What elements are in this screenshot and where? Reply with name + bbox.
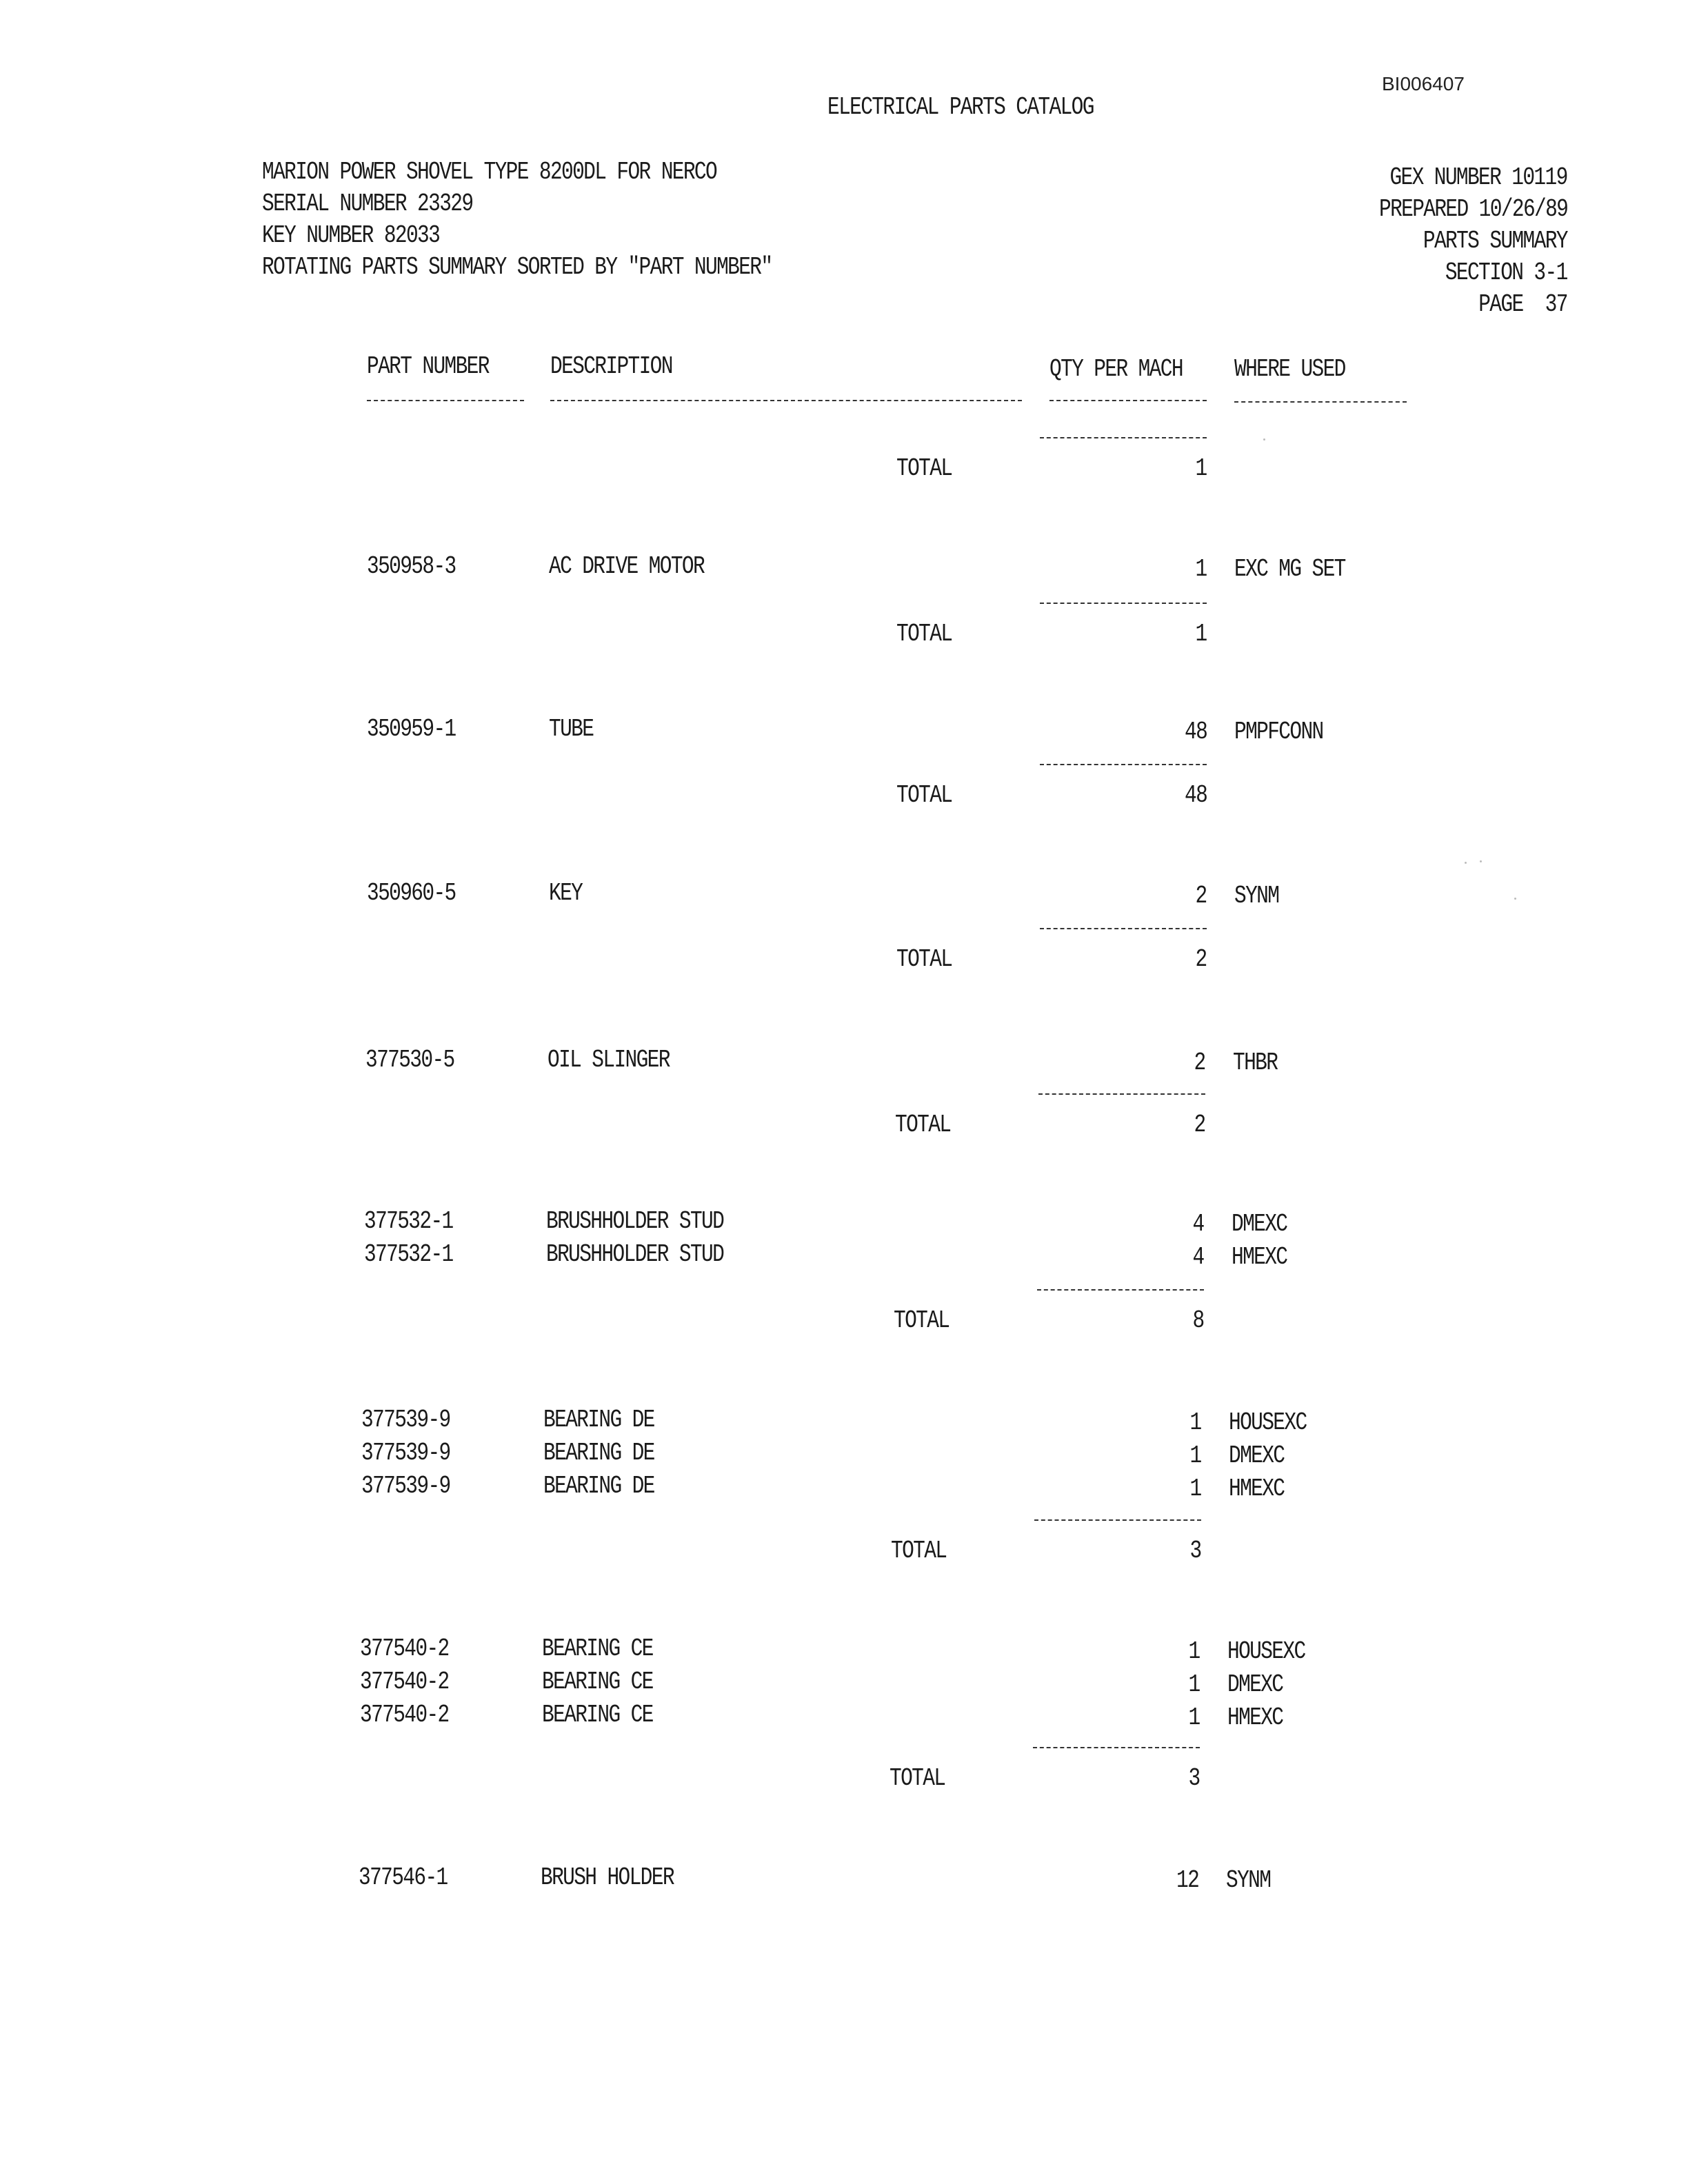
column-underline [1234,401,1407,403]
header-machine: MARION POWER SHOVEL TYPE 8200DL FOR NERCO [262,158,717,186]
qty-per-mach: 12 [1176,1866,1198,1894]
part-number: 377540-2 [360,1701,449,1729]
header-page: PAGE 37 [1478,290,1567,318]
part-number: 377539-9 [361,1439,450,1467]
header-serial: SERIAL NUMBER 23329 [262,190,473,218]
part-number: 377540-2 [360,1635,449,1663]
qty-per-mach: 1 [1189,1475,1201,1503]
part-description: BRUSHHOLDER STUD [546,1207,724,1235]
part-description: BEARING DE [543,1439,654,1467]
total-label: TOTAL [890,1764,945,1792]
catalog-title: ELECTRICAL PARTS CATALOG [827,93,1094,121]
qty-per-mach: 2 [1194,1049,1205,1077]
scan-speck [1514,898,1516,900]
subtotal-rule [1033,1747,1200,1748]
total-label: TOTAL [896,620,952,648]
column-underline [1049,400,1207,401]
subtotal-rule [1038,1093,1205,1095]
total-value: 3 [1188,1764,1200,1792]
total-label: TOTAL [894,1306,950,1335]
qty-per-mach: 1 [1189,1442,1201,1470]
where-used: SYNM [1226,1866,1271,1894]
qty-per-mach: 1 [1188,1703,1200,1732]
part-number: 377539-9 [361,1406,450,1434]
column-header-where-used: WHERE USED [1234,355,1345,383]
qty-per-mach: 1 [1188,1637,1200,1666]
where-used: DMEXC [1229,1442,1285,1470]
where-used: HOUSEXC [1227,1637,1305,1666]
header-key: KEY NUMBER 82033 [262,221,440,250]
part-description: BRUSHHOLDER STUD [546,1240,724,1268]
part-description: BEARING DE [543,1472,654,1500]
total-value: 48 [1184,781,1207,809]
where-used: DMEXC [1227,1670,1283,1699]
column-header-description: DESCRIPTION [550,352,672,381]
part-description: BRUSH HOLDER [541,1863,674,1892]
part-number: 377530-5 [365,1046,454,1074]
subtotal-rule [1040,764,1207,765]
header-prepared: PREPARED 10/26/89 [1378,195,1567,223]
where-used: SYNM [1234,882,1279,910]
part-number: 350959-1 [367,715,456,743]
total-value: 2 [1194,1111,1205,1139]
part-number: 350958-3 [367,552,456,580]
where-used: DMEXC [1232,1210,1287,1238]
part-description: TUBE [549,715,594,743]
subtotal-rule [1040,603,1207,604]
subtotal-rule [1040,928,1207,929]
column-underline [550,400,1022,401]
column-header-part-number: PART NUMBER [367,352,489,381]
header-parts-summary: PARTS SUMMARY [1423,227,1567,255]
part-description: OIL SLINGER [547,1046,670,1074]
total-value: 3 [1189,1537,1201,1565]
total-label: TOTAL [891,1537,947,1565]
part-number: 377532-1 [364,1240,453,1268]
part-description: KEY [549,879,583,907]
total-value: 1 [1195,454,1207,483]
qty-per-mach: 2 [1195,882,1207,910]
where-used: HMEXC [1227,1703,1283,1732]
total-label: TOTAL [896,781,952,809]
part-number: 377539-9 [361,1472,450,1500]
total-label: TOTAL [895,1111,951,1139]
header-gex-number: GEX NUMBER 10119 [1389,163,1567,192]
part-number: 350960-5 [367,879,456,907]
qty-per-mach: 1 [1195,555,1207,583]
where-used: HOUSEXC [1229,1408,1307,1437]
scan-speck [1465,862,1467,864]
where-used: EXC MG SET [1234,555,1345,583]
document-id: BI006407 [1382,73,1465,94]
header-summary: ROTATING PARTS SUMMARY SORTED BY "PART NUMBER" [262,253,772,281]
total-label: TOTAL [896,454,952,483]
subtotal-rule [1037,1289,1204,1291]
qty-per-mach: 48 [1184,718,1207,746]
qty-per-mach: 1 [1188,1670,1200,1699]
part-description: BEARING CE [542,1635,653,1663]
subtotal-rule [1040,437,1207,438]
column-header-qty: QTY PER MACH [1049,355,1183,383]
part-number: 377546-1 [359,1863,448,1892]
qty-per-mach: 4 [1192,1243,1204,1271]
part-description: BEARING CE [542,1668,653,1696]
part-description: AC DRIVE MOTOR [549,552,705,580]
qty-per-mach: 4 [1192,1210,1204,1238]
where-used: HMEXC [1232,1243,1287,1271]
total-value: 1 [1195,620,1207,648]
where-used: HMEXC [1229,1475,1285,1503]
column-underline [367,400,524,401]
part-description: BEARING DE [543,1406,654,1434]
subtotal-rule [1034,1519,1201,1521]
where-used: PMPFCONN [1234,718,1323,746]
total-value: 8 [1192,1306,1204,1335]
header-section: SECTION 3-1 [1445,259,1567,287]
scan-speck [1263,438,1265,441]
total-value: 2 [1195,945,1207,973]
part-description: BEARING CE [542,1701,653,1729]
where-used: THBR [1233,1049,1278,1077]
part-number: 377532-1 [364,1207,453,1235]
scan-speck [1480,860,1482,862]
part-number: 377540-2 [360,1668,449,1696]
total-label: TOTAL [896,945,952,973]
qty-per-mach: 1 [1189,1408,1201,1437]
